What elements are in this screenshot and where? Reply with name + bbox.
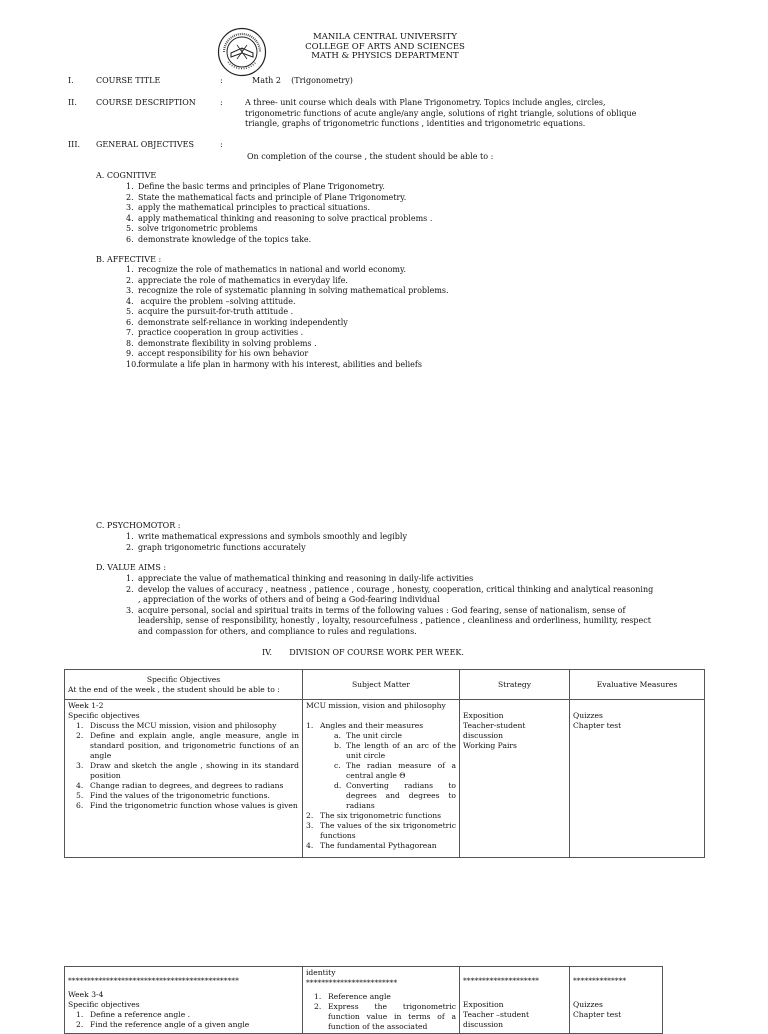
item-text: acquire personal, social and spiritual traits in terms of the following values : God fearing, sense of nationalism, sense of leadership, sense of responsibility, honestly , loyalty, resourcefulness , patience , cleanliness and orderliness, humility, respect and compassion for others, and compliance to rules and regulations. bbox=[138, 605, 651, 636]
week-label: Week 1-2 bbox=[68, 701, 104, 710]
item-text: formulate a life plan in harmony with his interest, abilities and beliefs bbox=[138, 359, 422, 369]
course-description-value: A three- unit course which deals with Plane Trigonometry. Topics include angles, circles, trigonometric functions of acute angle/any angle, solutions of right triangle, solutions of oblique triangle, graphs of trigonometric functions , identities and trigonometric equations. bbox=[245, 98, 637, 128]
evaluative-item: Chapter test bbox=[573, 1010, 622, 1019]
item-text: Draw and sketch the angle , showing in its standard position bbox=[90, 761, 299, 780]
objective-item bbox=[76, 1020, 299, 1030]
item-text: demonstrate knowledge of the topics take. bbox=[138, 234, 312, 244]
objectives-list bbox=[68, 1010, 299, 1030]
university-seal bbox=[217, 27, 267, 77]
strategy-item: discussion bbox=[463, 1020, 504, 1029]
item-text: Change radian to degrees, and degrees to radians bbox=[90, 781, 284, 790]
subject-continued: identity bbox=[306, 968, 336, 977]
sub-list-item bbox=[334, 731, 456, 741]
strategy-item: Exposition bbox=[463, 711, 504, 720]
value-aims-list bbox=[126, 574, 654, 637]
subject-list bbox=[306, 992, 456, 1032]
item-number: 3. bbox=[76, 761, 84, 770]
strategy-list bbox=[463, 1000, 566, 1030]
item-text: Define a reference angle . bbox=[90, 1010, 191, 1019]
objective-item bbox=[76, 1010, 299, 1020]
college-name: COLLEGE OF ARTS AND SCIENCES bbox=[305, 41, 465, 52]
sub-list bbox=[320, 731, 456, 811]
item-text: The fundamental Pythagorean bbox=[320, 841, 437, 850]
item-text: recognize the role of mathematics in national and world economy. bbox=[138, 265, 407, 274]
strategy-item: Exposition bbox=[463, 1000, 504, 1009]
item-number: 2. bbox=[126, 542, 134, 552]
item-letter: d. bbox=[334, 781, 342, 790]
subject-item bbox=[306, 821, 456, 841]
item-text: Find the trigonometric function whose values is given bbox=[90, 801, 298, 810]
document-header bbox=[280, 33, 490, 62]
section-colon: : bbox=[220, 140, 223, 149]
item-text: Define the basic terms and principles of Plane Trigonometry. bbox=[138, 182, 385, 191]
item-number: 8. bbox=[126, 338, 134, 348]
subject-item bbox=[306, 721, 456, 811]
strategy-item: Teacher –student bbox=[463, 1010, 530, 1019]
affective-heading: B. AFFECTIVE : bbox=[96, 255, 162, 264]
objective-item bbox=[76, 761, 299, 781]
affective-item bbox=[126, 297, 449, 308]
item-text: practice cooperation in group activities . bbox=[138, 328, 304, 337]
header-objectives-title: Specific Objectives bbox=[146, 674, 221, 684]
header-objectives bbox=[65, 670, 303, 700]
value-aims-heading: D. VALUE AIMS : bbox=[96, 563, 167, 572]
specific-objectives-label: Specific objectives bbox=[68, 1000, 140, 1009]
item-number: 1. bbox=[126, 532, 134, 541]
subject-item bbox=[314, 1002, 456, 1032]
item-number: 4. bbox=[126, 296, 134, 306]
subject-intro: MCU mission, vision and philosophy bbox=[306, 701, 446, 710]
evaluative-cell bbox=[570, 700, 705, 858]
psychomotor-list bbox=[126, 532, 407, 553]
header-strategy: Strategy bbox=[460, 670, 570, 700]
sub-list-item bbox=[334, 741, 456, 761]
cognitive-item bbox=[126, 224, 432, 235]
subject-cell bbox=[303, 967, 460, 1034]
university-name: MANILA CENTRAL UNIVERSITY bbox=[313, 32, 457, 42]
department-name: MATH & PHYSICS DEPARTMENT bbox=[311, 51, 459, 61]
course-work-table bbox=[64, 669, 705, 858]
item-text: The values of the six trigonometric functions bbox=[320, 821, 456, 840]
strategy-cell bbox=[460, 700, 570, 858]
affective-item bbox=[126, 276, 449, 287]
item-text: solve trigonometric problems bbox=[138, 224, 258, 233]
evaluative-list bbox=[573, 1000, 659, 1020]
item-number: 2. bbox=[76, 731, 84, 740]
item-number: 4. bbox=[306, 841, 314, 850]
objective-item bbox=[76, 731, 299, 761]
header-evaluative: Evaluative Measures bbox=[570, 670, 705, 700]
evaluative-item: Quizzes bbox=[573, 711, 603, 720]
item-number: 5. bbox=[76, 791, 84, 800]
course-title-value: Math 2 (Trigonometry) bbox=[252, 76, 353, 85]
item-text: Discuss the MCU mission, vision and philosophy bbox=[90, 721, 277, 730]
section-label: COURSE TITLE bbox=[96, 76, 161, 85]
item-text: The length of an arc of the unit circle bbox=[346, 741, 456, 760]
item-number: 1. bbox=[76, 721, 84, 730]
objectives-cell bbox=[65, 967, 303, 1034]
separator-stars: ********************************************* bbox=[68, 976, 239, 985]
section-label: GENERAL OBJECTIVES bbox=[96, 140, 194, 149]
item-text: apply the mathematical principles to practical situations. bbox=[138, 203, 371, 212]
psychomotor-heading: C. PSYCHOMOTOR : bbox=[96, 521, 181, 530]
item-number: 2. bbox=[306, 811, 314, 820]
item-text: develop the values of accuracy , neatness , patience , courage , honesty, cooperation, critical thinking and analytical reasoning , appreciation of the works of others and of being a God-fearing individual bbox=[138, 584, 654, 604]
subject-item bbox=[306, 841, 456, 851]
item-text: Converting radians to degrees and degrees to radians bbox=[346, 781, 456, 810]
header-objectives-subtitle: At the end of the week , the student should be able to : bbox=[68, 684, 280, 694]
item-number: 2. bbox=[314, 1002, 322, 1011]
value-aim-item bbox=[126, 574, 654, 585]
item-number: 7. bbox=[126, 328, 134, 337]
cognitive-item bbox=[126, 235, 432, 246]
item-number: 5. bbox=[126, 224, 134, 233]
item-text: demonstrate self-reliance in working independently bbox=[138, 317, 348, 327]
value-aim-item bbox=[126, 585, 654, 606]
item-text: acquire the pursuit-for-truth attitude . bbox=[138, 307, 294, 316]
item-number: 2. bbox=[76, 1020, 84, 1029]
item-text: State the mathematical facts and principle of Plane Trigonometry. bbox=[138, 192, 407, 202]
item-number: 6. bbox=[126, 234, 134, 244]
psychomotor-item bbox=[126, 532, 407, 543]
item-letter: a. bbox=[334, 731, 341, 740]
item-text: recognize the role of systematic planning in solving mathematical problems. bbox=[138, 286, 449, 295]
item-text: The radian measure of a central angle Θ bbox=[346, 761, 456, 780]
affective-item bbox=[126, 265, 449, 276]
section-label: COURSE DESCRIPTION bbox=[96, 98, 196, 107]
strategy-item: Working Pairs bbox=[463, 741, 517, 750]
item-text: Reference angle bbox=[328, 992, 391, 1001]
strategy-list bbox=[463, 711, 566, 751]
item-text: Find the reference angle of a given angle bbox=[90, 1020, 250, 1029]
division-number: IV. bbox=[262, 648, 273, 657]
affective-item bbox=[126, 339, 449, 350]
evaluative-item: Quizzes bbox=[573, 1000, 603, 1009]
item-number: 1. bbox=[306, 721, 314, 730]
affective-item bbox=[126, 307, 449, 318]
separator-stars: ************************ bbox=[306, 978, 398, 987]
item-text: acquire the problem –solving attitude. bbox=[138, 296, 296, 306]
item-number: 3. bbox=[126, 203, 134, 212]
affective-item bbox=[126, 318, 449, 329]
objectives-list bbox=[68, 721, 299, 811]
affective-item bbox=[126, 360, 449, 371]
item-letter: b. bbox=[334, 741, 342, 750]
subject-item bbox=[306, 811, 456, 821]
objective-item bbox=[76, 781, 299, 791]
cognitive-item bbox=[126, 182, 432, 193]
affective-list bbox=[126, 265, 449, 370]
subject-list bbox=[306, 721, 456, 851]
section-colon: : bbox=[220, 76, 223, 85]
item-number: 3. bbox=[306, 821, 314, 830]
cognitive-item bbox=[126, 193, 432, 204]
separator-stars: ******************** bbox=[463, 976, 539, 985]
item-number: 1. bbox=[314, 992, 322, 1001]
item-number: 3. bbox=[126, 286, 134, 295]
item-text: write mathematical expressions and symbols smoothly and legibly bbox=[138, 532, 407, 541]
table-header-row bbox=[65, 670, 705, 700]
affective-item bbox=[126, 328, 449, 339]
item-number: 1. bbox=[126, 182, 134, 191]
item-text: Angles and their measures bbox=[320, 721, 424, 730]
cognitive-item bbox=[126, 214, 432, 225]
value-aim-item bbox=[126, 606, 654, 638]
item-text: The six trigonometric functions bbox=[320, 811, 442, 820]
item-number: 1. bbox=[76, 1010, 84, 1019]
item-number: 1. bbox=[126, 265, 134, 274]
subject-cell bbox=[303, 700, 460, 858]
item-text: appreciate the role of mathematics in everyday life. bbox=[138, 275, 348, 285]
item-text: Define and explain angle, angle measure, angle in standard position, and trigonometric functions of an angle bbox=[90, 731, 299, 760]
section-number: I. bbox=[68, 76, 74, 85]
general-objectives-intro: On completion of the course , the student should be able to : bbox=[247, 152, 494, 161]
sub-list-item bbox=[334, 781, 456, 811]
item-number: 4. bbox=[76, 781, 84, 790]
subject-item bbox=[314, 992, 456, 1002]
item-text: graph trigonometric functions accurately bbox=[138, 542, 306, 552]
evaluative-list bbox=[573, 711, 701, 731]
separator-stars: ************** bbox=[573, 976, 627, 985]
week-label: Week 3-4 bbox=[68, 990, 104, 999]
division-title bbox=[262, 648, 464, 659]
specific-objectives-label: Specific objectives bbox=[68, 711, 140, 720]
table-row bbox=[65, 700, 705, 858]
item-number: 6. bbox=[76, 801, 84, 810]
section-colon: : bbox=[220, 98, 223, 107]
sub-list-item bbox=[334, 761, 456, 781]
evaluative-cell bbox=[570, 967, 663, 1034]
section-number: II. bbox=[68, 98, 77, 107]
objective-item bbox=[76, 791, 299, 801]
item-text: The unit circle bbox=[346, 731, 403, 740]
item-text: Find the values of the trigonometric functions. bbox=[90, 791, 270, 800]
item-text: appreciate the value of mathematical thinking and reasoning in daily-life activities bbox=[138, 574, 474, 583]
item-text: apply mathematical thinking and reasoning to solve practical problems . bbox=[138, 213, 433, 223]
psychomotor-item bbox=[126, 543, 407, 554]
strategy-cell bbox=[460, 967, 570, 1034]
item-text: demonstrate flexibility in solving problems . bbox=[138, 338, 317, 348]
cognitive-list bbox=[126, 182, 432, 245]
item-text: accept responsibility for his own behavior bbox=[138, 349, 309, 358]
item-number: 2. bbox=[126, 275, 134, 285]
item-letter: c. bbox=[334, 761, 341, 770]
affective-item bbox=[126, 349, 449, 360]
item-number: 1. bbox=[126, 574, 134, 583]
strategy-item: Teacher-student discussion bbox=[463, 721, 526, 740]
cognitive-item bbox=[126, 203, 432, 214]
item-number: 2. bbox=[126, 192, 134, 202]
objectives-cell bbox=[65, 700, 303, 858]
evaluative-item: Chapter test bbox=[573, 721, 622, 730]
item-number: 4. bbox=[126, 213, 134, 223]
item-number: 9. bbox=[126, 349, 134, 358]
item-number: 3. bbox=[126, 605, 134, 615]
division-label: DIVISION OF COURSE WORK PER WEEK. bbox=[289, 648, 464, 657]
course-work-table-continued bbox=[64, 966, 663, 1034]
objective-item bbox=[76, 801, 299, 811]
item-number: 10. bbox=[126, 359, 139, 369]
cognitive-heading: A. COGNITIVE bbox=[96, 171, 157, 180]
section-number: III. bbox=[68, 140, 81, 149]
item-number: 6. bbox=[126, 317, 134, 327]
objective-item bbox=[76, 721, 299, 731]
item-text: Express the trigonometric function value in terms of a function of the associated bbox=[328, 1002, 456, 1031]
item-number: 2. bbox=[126, 584, 134, 594]
affective-item bbox=[126, 286, 449, 297]
header-subject: Subject Matter bbox=[303, 670, 460, 700]
item-number: 5. bbox=[126, 307, 134, 316]
table-row bbox=[65, 967, 663, 1034]
